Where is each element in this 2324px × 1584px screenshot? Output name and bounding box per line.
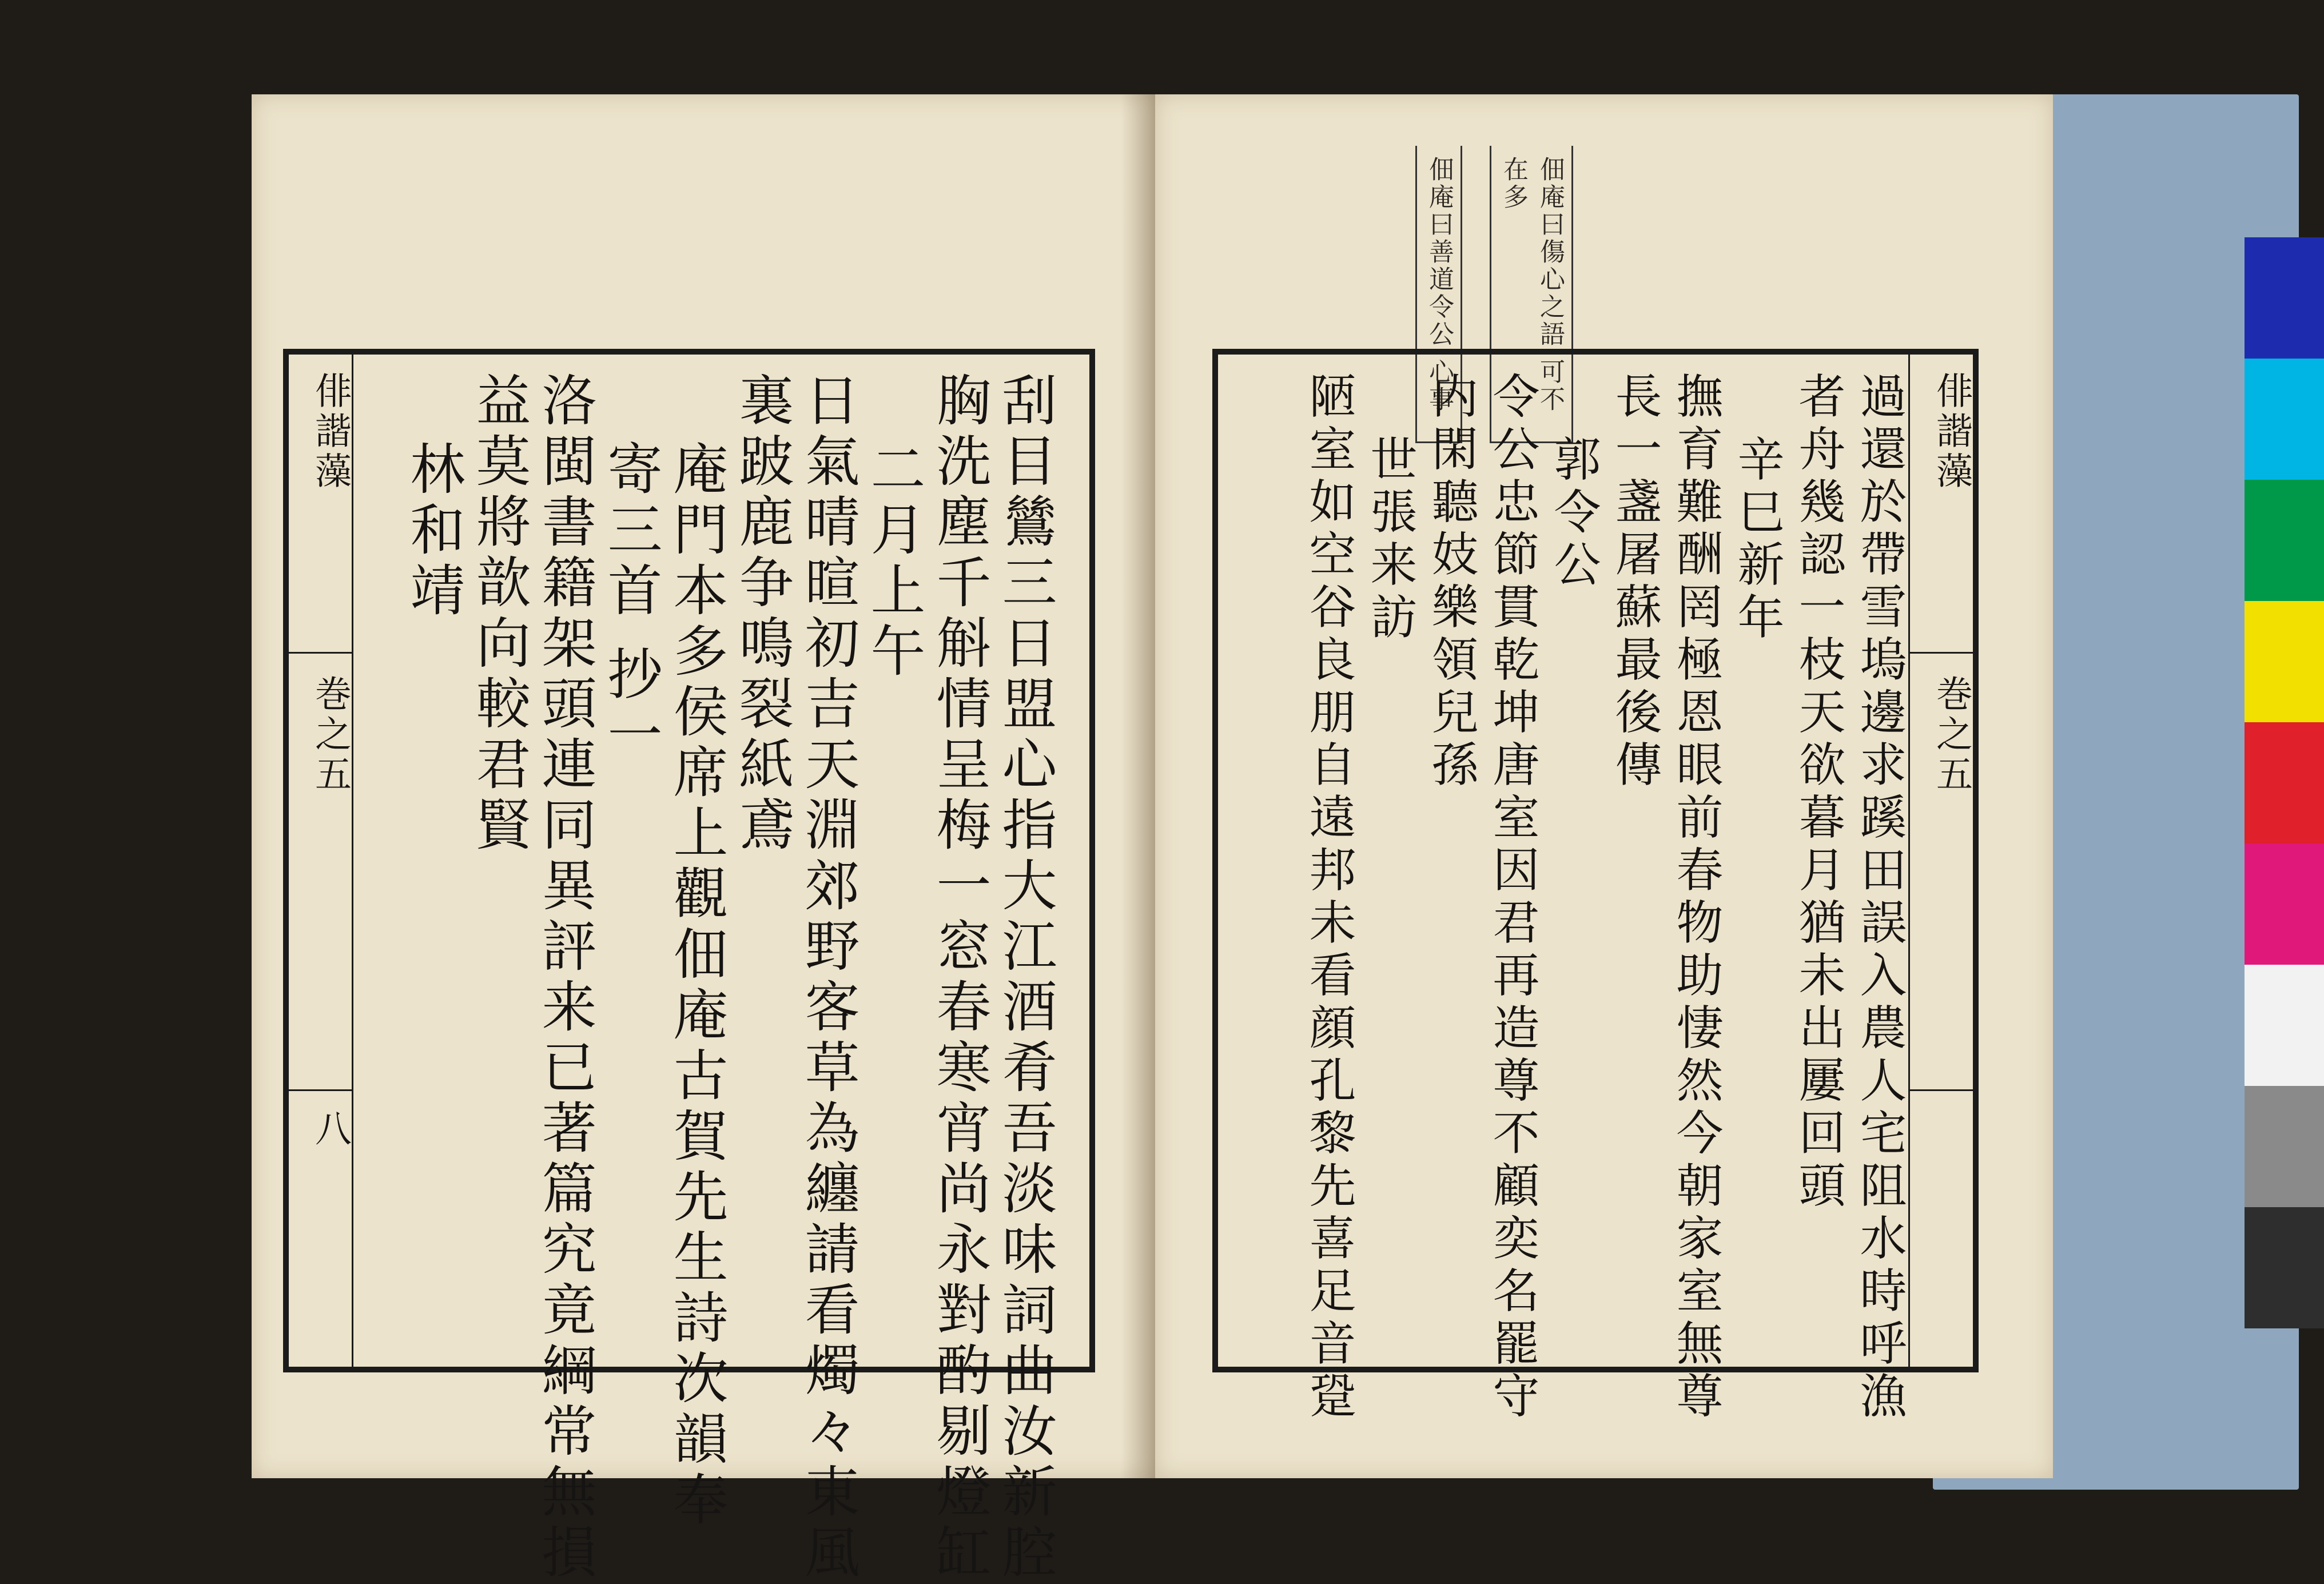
left-page-header: 俳諧藻 [309,372,351,492]
color-calibration-scale [2245,237,2324,1328]
text-column: 内閑聽妓樂領兒孫 [1424,372,1478,793]
text-column: 洛閩書籍架頭連同異評来已著篇究竟綱常無損 [533,372,597,1584]
color-swatch [2245,601,2324,722]
right-page-header: 俳諧藻 [1930,372,1972,492]
fold-mark [289,1089,352,1091]
text-column: 林和靖 [401,440,465,622]
color-swatch [2245,480,2324,601]
text-column: 者舟幾認一枝天欲暮月猶未出屢回頭 [1791,372,1845,1213]
fold-mark [1910,652,1973,654]
left-text-frame [283,349,1095,1584]
text-column: 庵門本多侯席上觀佃庵古賀先生詩次韻奉 [664,440,729,1531]
left-page-number: 八 [309,1109,351,1149]
right-page [1155,94,2053,1478]
color-swatch [2245,1207,2324,1328]
text-column: 撫育難酬罔極恩眼前春物助悽然今朝家室無尊 [1669,372,1723,1424]
color-swatch [2245,965,2324,1086]
text-column: 陋室如空谷良朋自遠邦未看顔孔黎先喜足音跫 [1302,372,1356,1424]
text-column: 二月上午 [862,440,926,683]
fold-mark [289,652,352,654]
color-swatch [2245,843,2324,965]
right-text-frame [1212,349,1979,1424]
text-column: 世張来訪 [1363,435,1417,645]
text-column: 過還於帶雪塢邊求蹊田誤入農人宅阻水時呼漁 [1852,372,1907,1424]
text-column: 令公忠節貫乾坤唐室因君再造尊不顧奕名罷守 [1485,372,1539,1424]
text-column: 裏跛鹿争鳴裂紙鳶 [730,372,794,857]
text-column: 長一盞屠蘇最後傳 [1607,372,1662,793]
fold-mark [1910,1089,1973,1091]
text-column: 日氣晴暄初吉天淵郊野客草為纏請看燭々東風 [796,372,860,1584]
text-column: 寄三首 抄一 [599,440,663,767]
color-swatch [2245,237,2324,359]
left-page [252,94,1155,1584]
color-swatch [2245,359,2324,480]
left-page-chapter: 巻之五 [309,675,351,795]
text-column: 胸洗塵千斛情呈梅一窓春寒宵尚永對酌剔燈缸 [928,372,992,1584]
text-column: 郭令公 [1546,435,1601,592]
open-book [252,94,2042,1584]
marginal-note: 佃庵曰傷心之語 可不在多 [1490,146,1573,443]
marginal-note: 佃庵曰善道令公 心事 [1415,146,1462,443]
color-swatch [2245,722,2324,843]
text-column: 益莫將歆向較君賢 [467,372,531,857]
color-swatch [2245,1086,2324,1207]
right-page-chapter: 巻之五 [1930,675,1972,795]
left-page-margin [289,355,353,1367]
text-column: 刮目鷥三日盟心指大江酒肴吾淡味詞曲汝新腔 [993,372,1057,1584]
text-column: 辛巳新年 [1730,435,1784,645]
right-page-margin [1908,355,1973,1367]
